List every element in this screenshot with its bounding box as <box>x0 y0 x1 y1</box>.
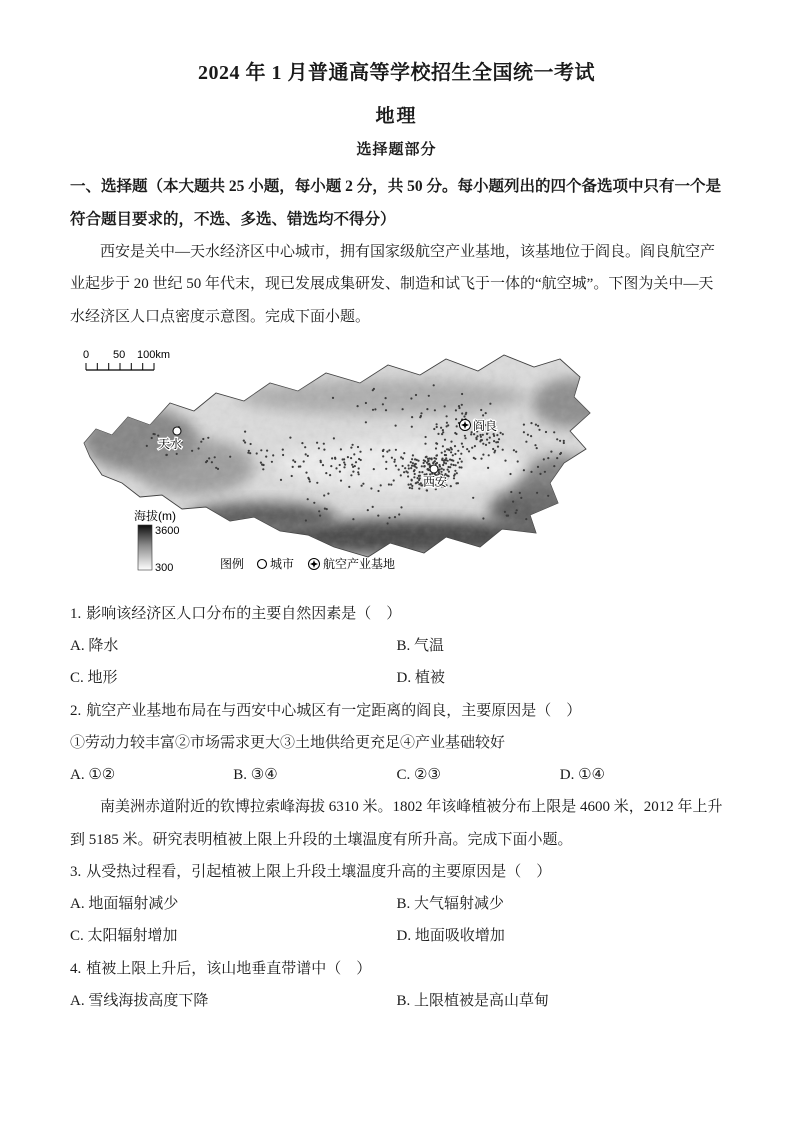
elevation-min: 300 <box>155 561 174 574</box>
q2-option-d: D. ①④ <box>559 767 605 784</box>
question-3 <box>70 856 723 953</box>
scale-label-100km: 100km <box>137 348 171 361</box>
scale-label-50: 50 <box>113 348 126 361</box>
city-label-tianshui: 天水 <box>158 436 183 451</box>
section-instructions: 一、选择题（本大题共 25 小题，每小题 2 分，共 50 分。每小题列出的四个备选项中只有一个是符合题目要求的，不选、多选、错选均不得分） <box>70 178 722 228</box>
map-image <box>82 345 602 585</box>
q1-option-c: C. 地形 <box>70 670 118 687</box>
map-body <box>82 345 602 585</box>
question-1 <box>70 598 723 695</box>
q2-option-c: C. ②③ <box>396 767 441 784</box>
question-1-text: 1. 影响该经济区人口分布的主要自然因素是（ ） <box>70 605 402 622</box>
elevation-legend <box>134 508 179 574</box>
elevation-max: 3600 <box>155 524 180 537</box>
question-4-options <box>70 985 723 1017</box>
q1-option-b: B. 气温 <box>396 638 445 655</box>
passage-2: 南美洲赤道附近的钦博拉索峰海拔 6310 米。1802 年该峰植被分布上限是 4600 米，2012 年上升到 5185 米。研究表明植被上限上升段的土壤温度有所升高。完成下面小题。 <box>70 799 723 848</box>
q2-option-b: B. ③④ <box>233 767 278 784</box>
q3-option-a: A. 地面辐射减少 <box>70 896 179 913</box>
city-label-yanliang: 阎良 <box>473 418 498 433</box>
question-3-options <box>70 888 723 953</box>
question-1-number: 1. <box>70 605 82 622</box>
exam-title: 2024 年 1 月普通高等学校招生全国统一考试 <box>198 62 595 84</box>
legend-city-label: 城市 <box>270 556 295 571</box>
question-2-number: 2. <box>70 702 82 719</box>
city-label-xian: 西安 <box>423 474 448 489</box>
city-marker-tianshui <box>173 427 181 435</box>
question-2-text: 2. 航空产业基地布局在与西安中心城区有一定距离的阎良，主要原因是（ ） <box>70 702 582 719</box>
question-4-number: 4. <box>70 960 82 977</box>
q4-option-a: A. 雪线海拔高度下降 <box>70 992 209 1009</box>
map-relief-shading <box>82 345 602 585</box>
legend-title: 图例 <box>220 556 245 571</box>
legend-base-label: 航空产业基地 <box>323 556 396 571</box>
question-2-subitems: ①劳动力较丰富②市场需求更大③土地供给更充足④产业基础较好 <box>70 734 506 751</box>
question-2 <box>70 695 723 792</box>
map-figure <box>82 345 723 590</box>
question-3-text: 3. 从受热过程看，引起植被上限上升段土壤温度升高的主要原因是（ ） <box>70 863 552 880</box>
q4-option-b: B. 上限植被是高山草甸 <box>396 992 550 1009</box>
question-3-number: 3. <box>70 863 82 880</box>
q3-option-c: C. 太阳辐射增加 <box>70 928 178 945</box>
q2-option-a: A. ①② <box>70 767 116 784</box>
question-1-options <box>70 630 723 695</box>
exam-subject: 地理 <box>375 106 418 127</box>
question-2-options <box>70 759 723 791</box>
exam-section: 选择题部分 <box>356 142 437 158</box>
city-marker-xian <box>430 465 438 473</box>
legend-aviation-base-icon <box>309 558 320 569</box>
q3-option-d: D. 地面吸收增加 <box>396 928 505 945</box>
question-4 <box>70 953 723 1018</box>
q1-option-a: A. 降水 <box>70 638 119 655</box>
passage-1: 西安是关中—天水经济区中心城市，拥有国家级航空产业基地，该基地位于阎良。阎良航空产业起步于 20 世纪 50 年代末，现已发展成集研发、制造和试飞于一体的“航空城”。下图为关中—天水经济区人口点密度示意图。完成下面小题。 <box>70 244 716 325</box>
aviation-base-marker-yanliang <box>460 419 471 430</box>
question-4-text: 4. 植被上限上升后，该山地垂直带谱中（ ） <box>70 960 372 977</box>
map-scale-bar <box>83 349 170 370</box>
legend-city-icon <box>258 559 267 568</box>
map-legend <box>220 556 395 571</box>
elevation-label: 海拔(m) <box>134 508 176 523</box>
scale-label-0: 0 <box>83 348 90 361</box>
q3-option-b: B. 大气辐射减少 <box>396 896 505 913</box>
elevation-gradient-bar <box>138 525 152 570</box>
q1-option-d: D. 植被 <box>396 670 445 687</box>
